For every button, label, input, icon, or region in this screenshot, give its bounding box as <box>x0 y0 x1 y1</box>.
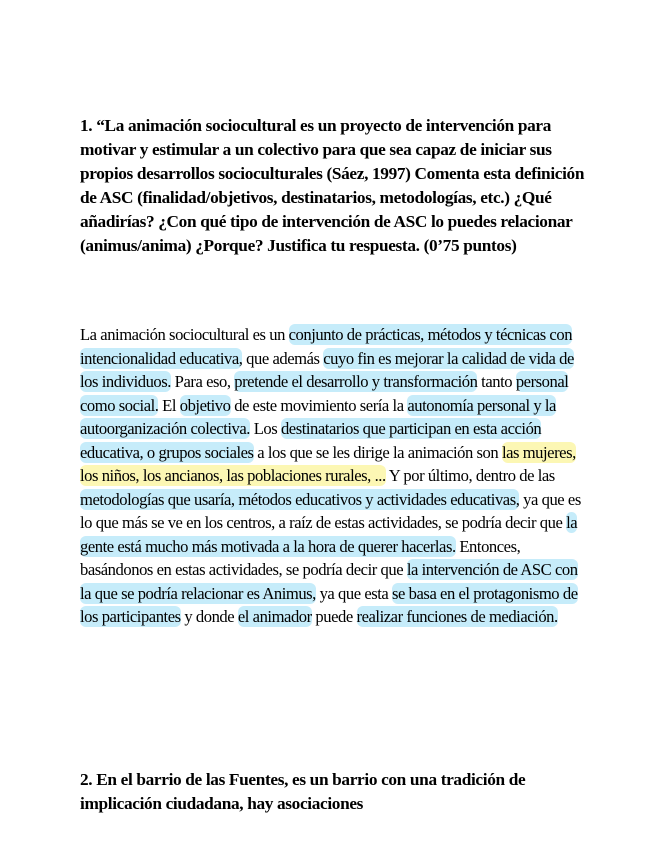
answer-text: Para eso, <box>170 372 235 391</box>
answer-text: Los <box>250 419 281 438</box>
answer-text: puede <box>311 607 357 626</box>
highlighted-text-blue: destinatarios que participan en esta acción educativa, o grupos sociales <box>80 419 542 462</box>
answer-text: Y por último, dentro de las <box>385 466 555 485</box>
highlighted-text-blue: pretende el desarrollo y transformación <box>234 372 478 391</box>
highlighted-text-blue: la gente está mucho más motivada a la hora de querer hacerlas. <box>80 513 578 556</box>
highlighted-text-blue: conjunto de prácticas, métodos y técnicas con intencionalidad educativa, <box>80 325 573 368</box>
highlighted-text-blue: autonomía personal y la autoorganización colectiva. <box>80 395 556 438</box>
highlighted-text-blue: personal como social. <box>80 372 569 415</box>
answer-paragraph <box>80 323 586 629</box>
highlighted-text-blue: se basa en el protagonismo de los participantes <box>80 583 578 626</box>
answer-text: de este movimiento sería la <box>230 395 408 415</box>
highlighted-text-blue: objetivo <box>179 395 231 415</box>
highlighted-text-blue: el animador <box>237 607 312 626</box>
highlighted-text-yellow: las mujeres, los niños, los ancianos, las poblaciones rurales, ... <box>80 442 576 485</box>
answer-text: El <box>158 395 180 415</box>
question-2: 2. En el barrio de las Fuentes, es un barrio con una tradición de implicación ciudadana, hay asociaciones <box>80 770 526 813</box>
question-1: 1. “La animación sociocultural es un proyecto de intervención para motivar y estimular a un colectivo para que sea capaz de iniciar sus propios desarrollos socioculturales (Sáez, 1997) Comenta esta definición de ASC (finalidad/objetivos, destinatarios, metodologías, etc.) ¿Qué añadirías? ¿Con qué tipo de intervención de ASC lo puedes relacionar (animus/anima) ¿Porque? Justifica tu respuesta. (0’75 puntos) <box>80 116 585 255</box>
answer-text: a los que se les dirige la animación son <box>253 442 502 462</box>
highlighted-text-blue: la intervención de ASC con la que se podría relacionar es Animus, <box>80 560 578 603</box>
answer-text: La animación sociocultural es un <box>80 325 289 344</box>
highlighted-text-blue: cuyo fin es mejorar la calidad de vida de los individuos. <box>80 348 574 391</box>
answer-text: ya que es lo que más se ve en los centros, a raíz de estas actividades, se podría decir que <box>80 489 581 532</box>
highlighted-text-blue: metodologías que usaría, métodos educativos y actividades educativas, <box>80 489 520 509</box>
answer-text: y donde <box>180 607 238 626</box>
answer-text: tanto <box>477 372 516 391</box>
answer-text: Entonces, basándonos en estas actividades, se podría decir que <box>80 536 521 579</box>
answer-text: que además <box>242 348 324 368</box>
answer-text: ya que esta <box>315 583 393 603</box>
highlighted-text-blue: realizar funciones de mediación. <box>356 607 558 626</box>
